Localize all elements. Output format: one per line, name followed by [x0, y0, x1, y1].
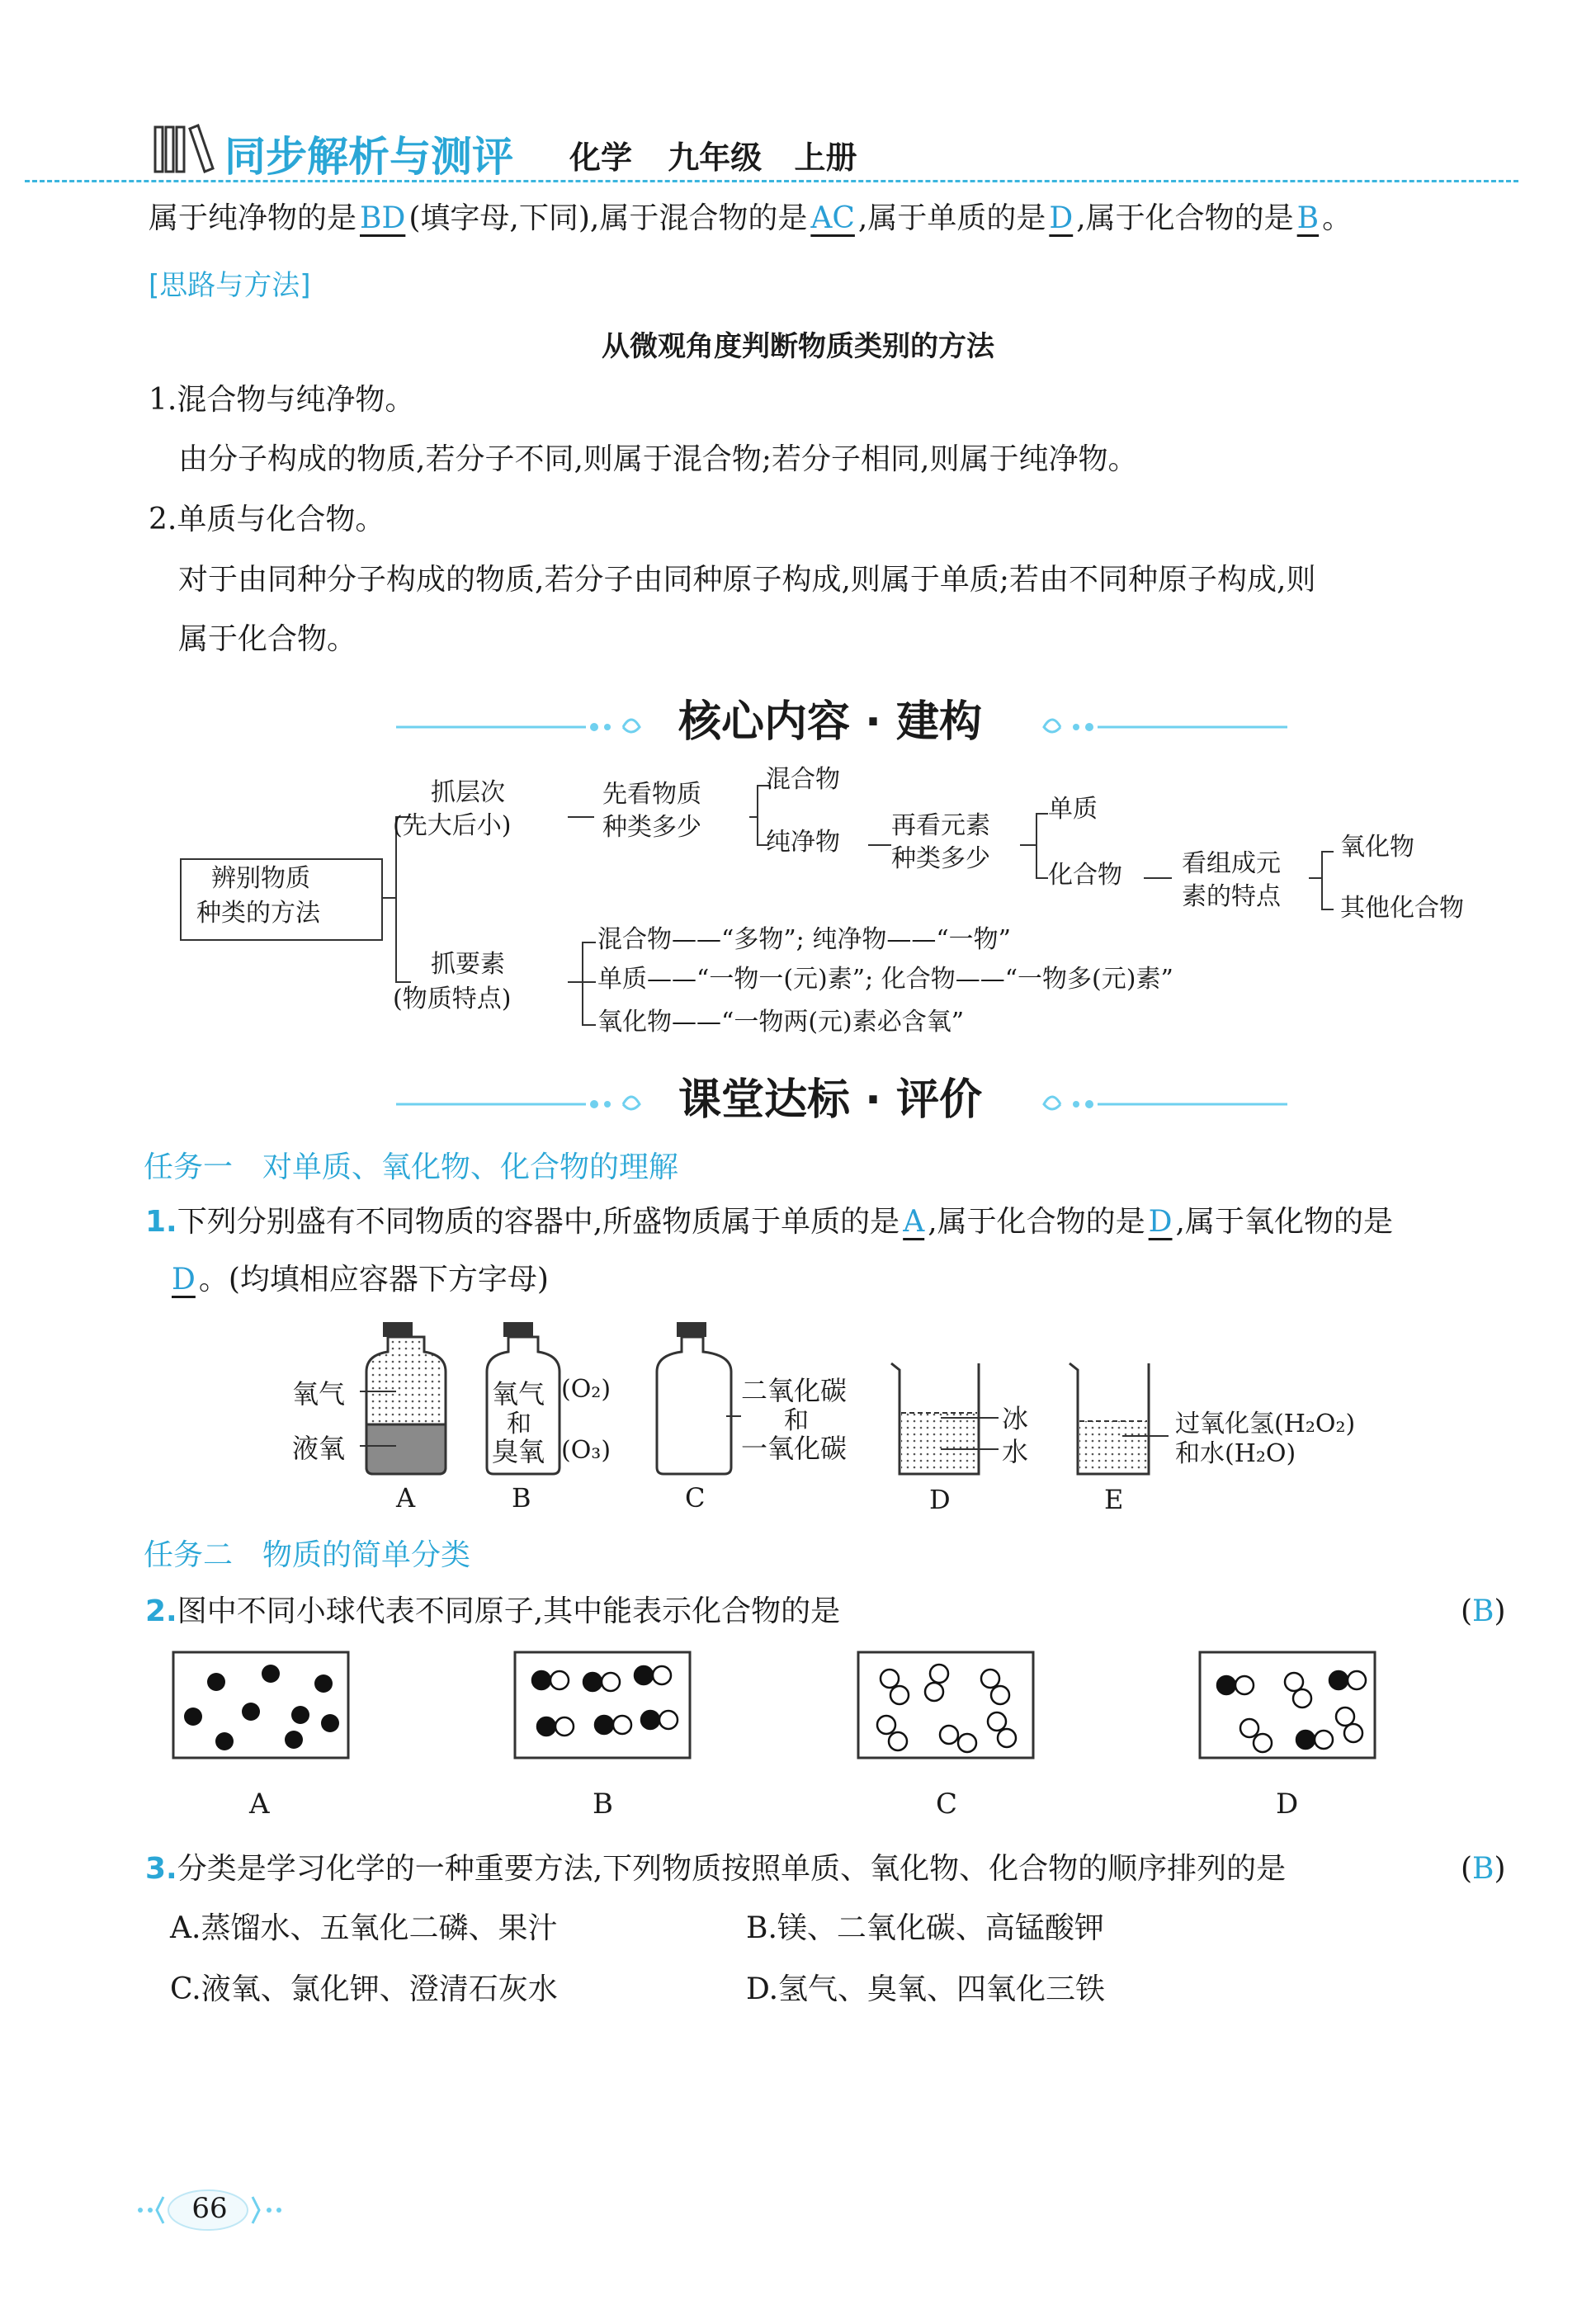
container-d-letter: D — [929, 1484, 951, 1515]
volume: 上册 — [794, 139, 857, 176]
container-b-formula-2: (O₃) — [561, 1436, 611, 1465]
answer-mixture: AC — [810, 201, 855, 235]
section-title-core: 核心内容 · 建构 — [668, 687, 992, 749]
node-oxide: 氧化物 — [1340, 833, 1414, 862]
q1-answer-element: A — [903, 1205, 925, 1239]
q3-option-c: C.液氧、氯化钾、澄清石灰水 — [170, 1972, 558, 2006]
q2-answer: B — [1472, 1594, 1494, 1628]
node-pure: 纯净物 — [766, 828, 840, 857]
series-title: 同步解析与测评 — [224, 133, 513, 181]
feature-line-3: 氧化物——“一物两(元)素必含氧” — [597, 1008, 965, 1037]
q2-text: 图中不同小球代表不同原子,其中能表示化合物的是 — [177, 1594, 841, 1628]
q2-line — [145, 1591, 840, 1632]
q2-option-a: A — [249, 1788, 270, 1821]
answer-pure: BD — [360, 201, 406, 235]
method-item2-title: 2.单质与化合物。 — [149, 503, 385, 536]
container-e-l1: 过氧化氢(H₂O₂) — [1175, 1410, 1356, 1438]
q3-option-d: D.氢气、臭氧、四氧化三铁 — [746, 1972, 1106, 2006]
concept-root-l2: 种类的方法 — [196, 899, 320, 928]
q2-option-d: D — [1276, 1788, 1299, 1821]
container-b-formula-1: (O₂) — [561, 1375, 611, 1404]
node-element: 单质 — [1048, 795, 1098, 824]
q1-text-3: ,属于氧化物的是 — [1175, 1205, 1393, 1239]
container-b-inner-2: 和 — [507, 1410, 531, 1438]
q3-text: 分类是学习化学的一种重要方法,下列物质按照单质、氧化物、化合物的顺序排列的是 — [177, 1852, 1287, 1886]
branch-third-l1: 看组成元 — [1182, 849, 1281, 878]
q3-option-a: A.蒸馏水、五氧化二磷、果汁 — [170, 1911, 558, 1945]
node-compound: 化合物 — [1048, 861, 1122, 890]
container-b-inner-3: 臭氧 — [492, 1436, 545, 1467]
container-c-l2: 和 — [784, 1406, 809, 1435]
q2-option-c: C — [936, 1788, 958, 1821]
q3-option-b: B.镁、二氧化碳、高锰酸钾 — [746, 1911, 1104, 1945]
node-other-compound: 其他化合物 — [1340, 894, 1464, 923]
branch-layers-l1: 抓层次 — [431, 778, 505, 807]
container-b-letter: B — [512, 1482, 531, 1514]
branch-elements-l1: 抓要素 — [431, 950, 505, 979]
container-e-l2: 和水(H₂O) — [1175, 1439, 1296, 1468]
container-b-inner-1: 氧气 — [492, 1378, 545, 1410]
intro-text-5: 。 — [1322, 201, 1353, 235]
q3-line — [145, 1849, 1286, 1890]
answer-element: D — [1049, 201, 1074, 235]
branch-layers-l2: (先大后小) — [393, 811, 512, 840]
q2-particle-diagrams — [0, 1642, 1596, 1774]
q1-answer-compound: D — [1148, 1205, 1173, 1239]
q1-text-2: ,属于化合物的是 — [928, 1205, 1145, 1239]
q3-number: 3. — [145, 1852, 177, 1886]
method-label: [思路与方法] — [149, 269, 311, 302]
grade: 九年级 — [668, 139, 763, 176]
method-title: 从微观角度判断物质类别的方法 — [602, 330, 994, 363]
branch-first-l1: 先看物质 — [602, 780, 701, 809]
q1-answer-oxide: D — [172, 1263, 196, 1297]
subject: 化学 — [569, 139, 633, 176]
q1-number: 1. — [145, 1205, 177, 1239]
branch-elements-l2: (物质特点) — [393, 985, 512, 1013]
container-d-l1: 冰 — [1002, 1403, 1029, 1434]
branch-second-l1: 再看元素 — [891, 811, 990, 840]
container-d-l2: 水 — [1002, 1436, 1029, 1467]
method-item2-text-l2: 属于化合物。 — [178, 622, 357, 656]
intro-text-1: 属于纯净物的是 — [149, 201, 357, 235]
branch-second-l2: 种类多少 — [891, 844, 990, 873]
container-e-letter: E — [1104, 1484, 1124, 1515]
feature-line-2: 单质——“一物一(元)素”; 化合物——“一物多(元)素” — [597, 965, 1173, 994]
q2-option-b: B — [593, 1788, 613, 1821]
container-a-bottom-label: 液氧 — [292, 1433, 346, 1464]
branch-first-l2: 种类多少 — [602, 813, 701, 842]
answer-compound: B — [1296, 201, 1320, 235]
q1-line1 — [145, 1202, 1393, 1243]
container-a-letter: A — [396, 1482, 416, 1514]
concept-root-l1: 辨别物质 — [211, 864, 310, 893]
container-c-l3: 一氧化碳 — [741, 1433, 848, 1464]
method-item2-text-l1: 对于由同种分子构成的物质,若分子由同种原子构成,则属于单质;若由不同种原子构成,则 — [178, 563, 1316, 597]
container-c-l1: 二氧化碳 — [741, 1375, 848, 1406]
q2-number: 2. — [145, 1594, 177, 1628]
node-mixture: 混合物 — [766, 765, 840, 794]
intro-text-2: (填字母,下同),属于混合物的是 — [408, 201, 808, 235]
container-a-top-label: 氧气 — [292, 1378, 346, 1410]
q1-line2 — [168, 1259, 549, 1301]
intro-text-3: ,属于单质的是 — [857, 201, 1046, 235]
q1-text-4: 。(均填相应容器下方字母) — [198, 1263, 549, 1297]
q2-answer-bracket: (B) — [1461, 1594, 1506, 1628]
method-item1-title: 1.混合物与纯净物。 — [149, 383, 415, 417]
method-item1-text: 由分子构成的物质,若分子不同,则属于混合物;若分子相同,则属于纯净物。 — [178, 442, 1138, 476]
intro-text-4: ,属于化合物的是 — [1076, 201, 1294, 235]
branch-third-l2: 素的特点 — [1182, 882, 1281, 911]
task1-title: 任务一 对单质、氧化物、化合物的理解 — [144, 1150, 679, 1184]
page-number: 66 — [191, 2192, 228, 2225]
q3-answer: B — [1472, 1852, 1494, 1886]
section-title-assessment: 课堂达标 · 评价 — [668, 1065, 992, 1127]
q3-answer-bracket: (B) — [1461, 1852, 1506, 1886]
q1-text-1: 下列分别盛有不同物质的容器中,所盛物质属于单质的是 — [177, 1205, 900, 1239]
feature-line-1: 混合物——“多物”; 纯净物——“一物” — [597, 925, 1011, 954]
container-c-letter: C — [685, 1482, 706, 1514]
task2-title: 任务二 物质的简单分类 — [144, 1538, 471, 1572]
